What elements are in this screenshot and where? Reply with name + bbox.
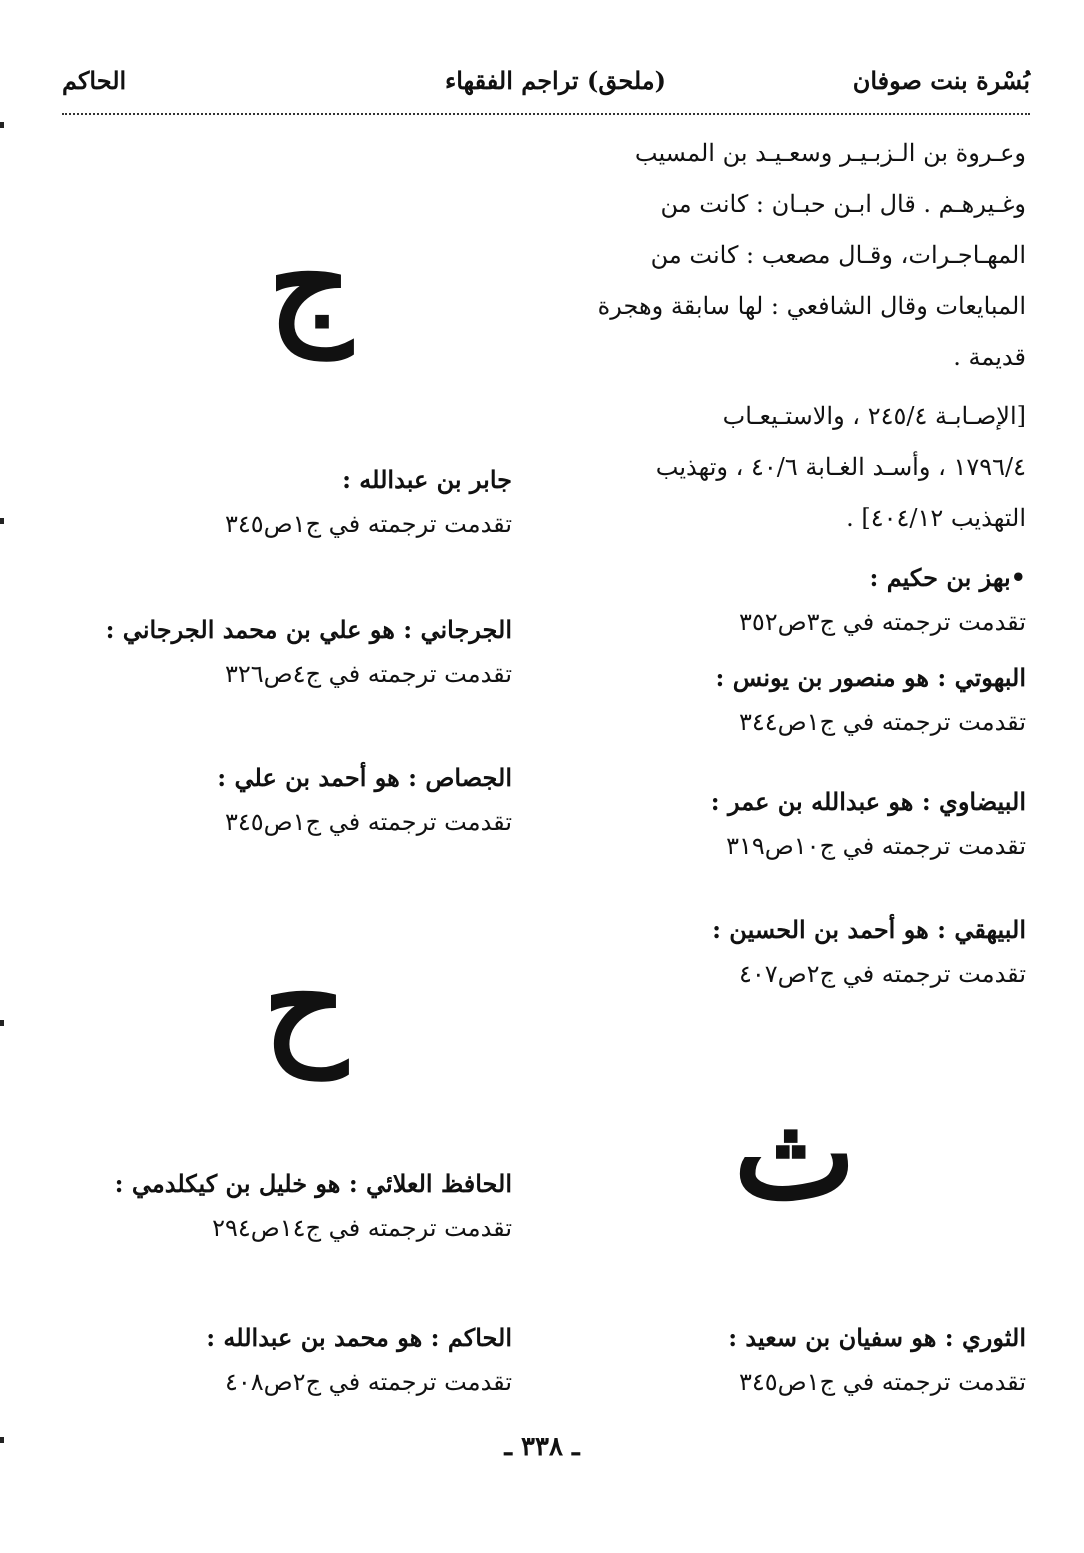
reference-line: ١٧٩٦/٤ ، وأسـد الغـابة ٤٠/٦ ، وتهذيب bbox=[655, 453, 1026, 481]
entry-name: الحاكم : هو محمد بن عبدالله : bbox=[206, 1323, 512, 1352]
entry-reference: تقدمت ترجمته في ج٢ص٤٠٨ bbox=[224, 1368, 512, 1396]
running-header bbox=[62, 66, 1030, 110]
entry-name: •بهز بن حكيم : bbox=[869, 563, 1026, 592]
paragraph-line: قديمة . bbox=[953, 343, 1026, 371]
biography-entry bbox=[225, 458, 512, 546]
paragraph-line: وغـيرهـم . قال ابـن حبـان : كانت من bbox=[660, 190, 1026, 218]
margin-mark bbox=[0, 1020, 4, 1026]
reference-line: [الإصـابـة ٢٤٥/٤ ، والاستـيعـاب bbox=[722, 402, 1026, 430]
entry-name: البيضاوي : هو عبدالله بن عمر : bbox=[710, 787, 1026, 816]
biography-paragraph bbox=[576, 128, 1026, 383]
entry-reference: تقدمت ترجمته في ج١٤ص٢٩٤ bbox=[212, 1214, 512, 1242]
entry-reference: تقدمت ترجمته في ج١٠ص٣١٩ bbox=[726, 832, 1026, 860]
biography-entry bbox=[115, 1162, 512, 1250]
biography-entry bbox=[716, 656, 1026, 744]
biography-entry bbox=[206, 1316, 512, 1404]
margin-mark bbox=[0, 518, 4, 524]
entry-reference: تقدمت ترجمته في ج٣ص٣٥٢ bbox=[738, 608, 1026, 636]
biography-entry bbox=[739, 556, 1026, 644]
biography-entry bbox=[728, 1316, 1026, 1404]
margin-mark bbox=[0, 122, 4, 128]
entry-name: البيهقي : هو أحمد بن الحسين : bbox=[712, 915, 1026, 944]
biography-entry bbox=[711, 780, 1026, 868]
margin-mark bbox=[0, 1437, 4, 1443]
header-title: (ملحق) تراجم الفقهاء bbox=[444, 66, 666, 95]
entry-name: الحافظ العلائي : هو خليل بن كيكلدمي : bbox=[114, 1169, 512, 1198]
entry-reference: تقدمت ترجمته في ج١ص٣٤٥ bbox=[738, 1368, 1026, 1396]
paragraph-line: المبايعات وقال الشافعي : لها سابقة وهجرة bbox=[597, 292, 1026, 320]
entry-reference: تقدمت ترجمته في ج١ص٣٤٥ bbox=[224, 808, 512, 836]
biography-entry bbox=[106, 608, 512, 696]
section-letter-ha: ح bbox=[263, 926, 347, 1079]
section-letter-jim: ج bbox=[268, 206, 352, 359]
entry-reference: تقدمت ترجمته في ج١ص٣٤٤ bbox=[738, 708, 1026, 736]
paragraph-line: المهـاجـرات، وقـال مصعب : كانت من bbox=[650, 241, 1026, 269]
biography-entry bbox=[712, 908, 1026, 996]
entry-reference: تقدمت ترجمته في ج١ص٣٤٥ bbox=[224, 510, 512, 538]
header-author: بُسْرة بنت صوفان bbox=[852, 66, 1030, 95]
header-section: الحاكم bbox=[62, 66, 127, 95]
header-divider bbox=[62, 113, 1030, 115]
entry-name: الثوري : هو سفيان بن سعيد : bbox=[728, 1323, 1026, 1352]
biography-entry bbox=[217, 756, 512, 844]
entry-name: الجصاص : هو أحمد بن علي : bbox=[217, 763, 512, 792]
references-paragraph bbox=[576, 391, 1026, 544]
right-column bbox=[576, 128, 1026, 1396]
reference-line: التهذيب ٤٠٤/١٢] . bbox=[846, 504, 1026, 532]
paragraph-line: وعـروة بن الـزبـيـر وسعـيـد بن المسيب bbox=[634, 139, 1026, 167]
section-letter-tha: ث bbox=[733, 1076, 856, 1229]
entry-name: البهوتي : هو منصور بن يونس : bbox=[715, 663, 1026, 692]
entry-reference: تقدمت ترجمته في ج٢ص٤٠٧ bbox=[738, 960, 1026, 988]
entry-reference: تقدمت ترجمته في ج٤ص٣٢٦ bbox=[224, 660, 512, 688]
page-number: ـ ٣٣٨ ـ bbox=[504, 1432, 580, 1462]
entry-name: جابر بن عبدالله : bbox=[342, 465, 512, 494]
entry-name: الجرجاني : هو علي بن محمد الجرجاني : bbox=[105, 615, 512, 644]
